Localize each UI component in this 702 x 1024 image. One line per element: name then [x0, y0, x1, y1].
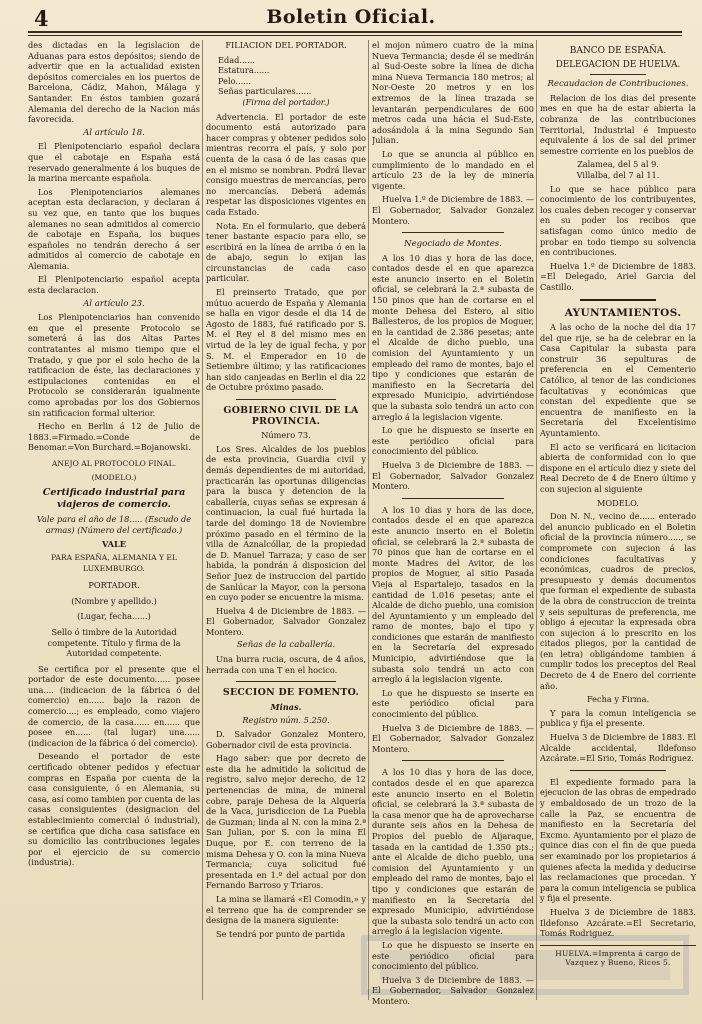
article-heading: Al artículo 23.: [83, 298, 145, 309]
form-field: Pelo......: [218, 75, 252, 86]
column-divider: [536, 40, 537, 1000]
paragraph: Los Plenipotenciarios alemanes aceptan esta declaracion, y declaran á su vez que, en tanto que los buques alemanes no sean admitidos al comercio de cabotaje en España, los buques españoles no tendrán derecho á ser admitidos al comercio de cabotaje en Alemania.: [28, 186, 200, 271]
paragraph: A los 10 dias y hora de las doce, contados desde el en que aparezca este anuncio inserto en el Boletin oficial, se celebrará la 2.ª subasta de 150 pinos que han de cortarse en el monte Dehesa del Estero, al sitio Ballesteros, de los propios de Moguer, en la cantidad de 2.386 pesetas; ante el Alcalde de dicho pueblo, una comision del Ayuntamiento y un empleado del ramo de montes, bajo el tipo y condiciones que estarán de manifiesto en la Secretaría del expresado Municipio, advirtiéndose que la subasta solo tendrá un acto con arreglo á la legislacion vigente.: [372, 252, 534, 422]
paragraph: Y para la comun inteligencia se publica y fija el presente.: [540, 707, 696, 729]
paragraph: A las ocho de la noche del dia 17 del que rije, se ha de celebrar en la Casa Capitular la subasta para construir 36 sepulturas de preferencia en el Cementerio Católico, al tenor de las condiciones facultativas y económicas que constan del expediente que se encuentra de manifiesto en la Secretaría del Excelentísimo Ayuntamiento.: [540, 322, 696, 438]
column-2: [206, 40, 366, 1012]
paragraph: Se certifica por el presente que el portador de este documento...... posee una.... (indicacion de la fábrica ó del comercio) en...... bajo la razon de comercio....; es empleado, como viajero de comercio, de la casa...... en...... que posee en...... (tal lugar) una...... (indicacion de la fábrica ó del comercio).: [28, 663, 200, 748]
paragraph: El Plenipotenciario español acepta esta declaracion.: [28, 274, 200, 296]
separator: [236, 399, 336, 400]
paragraph: Lo que se hace público para conocimiento de los contribuyentes, los cuales deben recoger y conservar en su poder los recibos que satisfagan como único medio de probar en todo tiempo su solvencia en contribuciones.: [540, 183, 696, 258]
separator: [590, 74, 646, 75]
paragraph: Don N. N., vecino de...... enterado del anuncio publicado en el Boletin oficial de la provincia número....., se compromete con sujecion á las condiciones facultativas y económicas, cuadros de precios, presupuesto y demás documentos que forman el expediente de subasta de la obra de construccion de treinta y seis sepulturas de preferencia, me obligo á ejecutar la expresada obra con sujecion á lo prescrito en los citados pliegos, por la cantidad de (en letra) obligándome tambien á cumplir todos los preceptos del Real Decreto de 4 de Enero del corriente año.: [540, 511, 696, 691]
page-title: Boletin Oficial.: [266, 6, 436, 28]
header-rule: [28, 31, 682, 33]
paragraph: Hago saber: que por decreto de este dia he admitido la solicitud de registro, salvo mejor derecho, de 12 pertenencias de mina, de mineral cobre, paraje Dehesa de la Alquería de la Vaca, jurisdiccion de La Puebla de Guzman; linda al N. con la mina 2.ª San Julian, por S. con la mina El Duque, por E. con terreno de la misma Dehesa y O. con la mina Nueva Termancia; cuya solicitud fué presentada en 1.º del actual por don Fernando Barroso y Triaros.: [206, 753, 366, 891]
paragraph: Hecho en Berlin á 12 de Julio de 1883.=Firmado.=Conde de Benomar.=Von Burchard.=Bojanowski.: [28, 421, 200, 453]
schedule-line: Zalamea, del 5 al 9.: [577, 159, 659, 170]
date-signature-line: Fecha y Firma.: [586, 694, 650, 705]
filiacion-heading: FILIACION DEL PORTADOR.: [225, 40, 347, 50]
schedule-line: Villalba, del 7 al 11.: [576, 169, 660, 180]
paragraph: Los Plenipotenciarios han convenido en que el presente Protocolo se someterá á las dos Altas Partes contratantes al mismo tiempo que el Tratado, y que por el solo hecho de la ratificacion de éste, las declaraciones y estipulaciones contenidas en el Protocolo se considerarán igualmente como aprobadas por los dos Gobiernos sin ratificacion formal ulterior.: [28, 312, 200, 418]
registry-label: Registro núm. 5.250.: [242, 715, 330, 726]
paragraph: el mojon número cuatro de la mina Nueva Termancia; desde él se medirán al Sud-Oeste sobre la línea de dicha mina Nueva Termancia 180 metros; al Nor-Oeste 20 metros y en los extremos de la línea trazada se levantarán perpendiculares de 600 metros cada una hácia el Sud-Este, adosándola á la mina Segundo San Julian.: [372, 40, 534, 146]
portador-heading: PORTADOR.: [88, 580, 140, 591]
model-label: (MODELO.): [91, 472, 137, 482]
paragraph: Lo que se anuncia al público en cumplimiento de lo mandado en el artículo 23 de la ley de minería vigente.: [372, 148, 534, 191]
printer-imprint: HUELVA.=Imprenta á cargo de Vazquez y Bueno, Ricos 5.: [540, 945, 696, 968]
paragraph: Deseando el portador de este certificado obtener pedidos y efectuar compras en España por cuenta de la casa consiguiente, ó en Alemania, su casa, así como tambien por cuenta de las casas consiguientes (designacion del establecimiento comercial ó industrial), se certifica que dicha casa satisface en su domicilio las contribuciones legales por el ejercicio de su comercio (industria).: [28, 751, 200, 868]
paragraph: Huelva 4 de Diciembre de 1883. —El Gobernador, Salvador Gonzalez Montero.: [206, 605, 366, 637]
paragraph: des dictadas en la legislacion de Aduanas para estos depósitos; siendo de advertir que en la actualidad existen depósitos comerciales en los puertos de Barcelona, Cádiz, Mahon, Málaga y Santander. En éstos tambien gozará Alemania del derecho de la Nacion más favorecida.: [28, 40, 200, 125]
paragraph: Huelva 1.º de Diciembre de 1883. —El Gobernador, Salvador Gonzalez Montero.: [372, 194, 534, 226]
section-heading: GOBIERNO CIVIL DE LA PROVINCIA.: [223, 405, 359, 427]
header-rule-thin: [28, 35, 682, 36]
separator: [580, 299, 656, 301]
paragraph: Lo que he dispuesto se inserte en este periódico oficial para conocimiento del público.: [372, 687, 534, 720]
paragraph: Huelva 3 de Diciembre de 1883. —El Gobernador, Salvador Gonzalez Montero.: [372, 722, 534, 754]
paragraph: Relacion de los dias del presente mes en que ha de estar abierta la cobranza de las contribuciones Territorial, Industrial é Impuesto equivalente á los de sal del primer semestre corriente en los pueblos de: [540, 92, 696, 156]
paragraph: Lo que he dispuesto se inserte en este periódico oficial para conocimiento del público.: [372, 425, 534, 457]
annex-heading: ANEJO AL PROTOCOLO FINAL.: [51, 458, 177, 468]
paragraph: Advertencia. El portador de este documento está autorizado para hacer compras y obtener pedidos solo mientras recorra el país, y solo por cuenta de la casa ó de las casas que en el mismo se nombran. Podrá llevar consigo muestras de mercancías, pero no mercancías. Deberá además respetar las disposiciones vigentes en cada Estado.: [206, 111, 366, 217]
paragraph: Huelva 3 de Diciembre de 1883. —El Gobernador, Salvador Gonzalez Montero.: [372, 974, 534, 1006]
paragraph: El acto se verificará en licitacion abierta de conformidad con lo que dispone en el artículo diez y siete del Real Decreto de 4 de Enero último y con sujecion al siguiente: [540, 441, 696, 494]
paragraph: Huelva 3 de Diciembre de 1883. Ildefonso Azcárate.=El Secretario, Tomás Rodriguez.: [540, 906, 696, 939]
column-4: [540, 40, 696, 1012]
column-divider: [368, 40, 369, 1000]
paragraph: Una burra rucia, oscura, de 4 años, herrada con una T en el hocico.: [206, 654, 366, 675]
paragraph: A los 10 dias y hora de las doce, contados desde el en que aparezca este anuncio inserto en el Boletin oficial, se celebrará la 2.ª subasta de 70 pinos que han de cortarse en el monte Madres del Avitor, de los propios de Moguer, al sitio Pasada Vieja al Espartalejo, tasados en la cantidad de 1.016 pesetas; ante el Alcalde de dicho pueblo, una comision del Ayuntamiento y un empleado del ramo de montes, bajo el tipo y condiciones que estarán de manifiesto en la Secretaría del expresado Municipio, advirtiéndose que la subasta solo tendrá un acto con arreglo á la legislacion vigente.: [372, 504, 534, 685]
paragraph: Huelva 1.º de Diciembre de 1883. =El Delegado, Ariel Garcia del Castillo.: [540, 260, 696, 292]
separator: [236, 681, 336, 682]
form-field: Estatura......: [218, 65, 270, 76]
delegation-heading: DELEGACION DE HUELVA.: [555, 59, 681, 70]
column-1: [28, 40, 200, 1012]
number-label: Número 73.: [261, 430, 311, 441]
paragraph: Huelva 3 de Diciembre de 1883. —El Gobernador, Salvador Gonzalez Montero.: [372, 459, 534, 492]
paragraph: Huelva 3 de Diciembre de 1883. El Alcalde accidental, Ildefonso Azcárate.=El Srio, Tomás Rodriguez.: [540, 732, 696, 764]
subheading: Negociado de Montes.: [404, 239, 502, 250]
paragraph: Se tendrá por punto de partida: [216, 928, 346, 939]
place-date-field: (Lugar, fecha......): [77, 611, 151, 622]
paragraph: El preinserto Tratado, que por mútuo acuerdo de España y Alemania se halla en vigor desde el dia 14 de Agosto de 1883, fué ratificado por S. M. el Rey el 8 del mismo mes en virtud de la ley de igual fecha, y por S. M. el Emperador en 10 de Setiembre último; y las ratificaciones han sido canjeadas en Berlin el dia 22 de Octubre próximo pasado.: [206, 287, 366, 393]
separator: [402, 498, 504, 499]
certificate-title: Certificado industrial para viajeros de comercio.: [42, 487, 186, 510]
bank-heading: BANCO DE ESPAÑA.: [569, 46, 667, 56]
seal-signature-line: Sello ó timbre de la Autoridad competente. Título y firma de la Autoridad competente.: [47, 626, 181, 659]
model-heading: MODELO.: [597, 497, 639, 508]
certificate-vale-line: Vale para el año de 18..... (Escudo de armas) (Número del certificado.): [36, 514, 192, 535]
page-header: [0, 0, 702, 34]
subheading: Recaudacion de Contribuciones.: [547, 79, 689, 90]
signature-note: (Firma del portador.): [242, 96, 330, 107]
countries-line: PARA ESPAÑA, ALEMANIA Y EL LUXEMBURGO.: [51, 552, 177, 573]
paragraph: Lo que he dispuesto se inserte en este periódico oficial para conocimiento del público.: [372, 939, 534, 972]
separator: [402, 760, 504, 761]
subheading: Señas de la caballería.: [236, 640, 336, 651]
separator: [570, 770, 666, 771]
column-divider: [202, 40, 203, 1000]
section-heading: AYUNTAMIENTOS.: [564, 307, 682, 320]
column-3: [372, 40, 534, 1012]
name-field: (Nombre y apellido.): [71, 595, 157, 606]
subheading: Minas.: [270, 701, 302, 712]
form-field: Edad......: [218, 54, 255, 65]
paragraph: La mina se llamará «El Comodin,» y el terreno que ha de comprender se designa de la manera siguiente:: [206, 893, 366, 926]
article-heading: Al artículo 18.: [83, 127, 145, 138]
vale-heading: VALE: [101, 539, 127, 550]
separator: [402, 232, 504, 233]
paragraph: El Plenipotenciario español declara que el cabotaje en España está reservado generalmente á los buques de la marina mercante española.: [28, 141, 200, 184]
form-field: Señas particulares......: [218, 86, 312, 97]
paragraph: D. Salvador Gonzalez Montero, Gobernador civil de esta provincia.: [206, 729, 366, 750]
section-heading: SECCION DE FOMENTO.: [222, 687, 360, 699]
paragraph: Nota. En el formulario, que deberá tener bastante espacio para ello, se escribirá en la línea de arriba ó en la de abajo, segun lo exijan las circunstancias de cada caso particular.: [206, 220, 366, 284]
page-number: 4: [34, 6, 49, 31]
paragraph: Los Sres. Alcaldes de los pueblos de esta provincia, Guardia civil y demás dependientes de mi autoridad, practicarán las oportunas diligencias para la busca y detencion de la caballería, cuyas señas se expresan á continuacion, la cual fué hurtada la tarde del domingo 18 de Noviembre próximo pasado en el término de la villa de Aznalcóllar, de la propiedad de D. Manuel Tarraza; y caso de ser habida, la pondrán á disposicion del Señor Juez de instruccion del partido de Sanlúcar la Mayor, con la persona en cuyo poder se encuentre la misma.: [206, 443, 366, 603]
paragraph: El expediente formado para la ejecucion de las obras de empedrado y embaldosado de un trozo de la calle la Paz, se encuentra de manifiesto en la Secretaría del Excmo. Ayuntamiento por el plazo de quince dias con el fin de que pueda ser examinado por los propietarios á quienes afecta la medida y deducirse las reclamaciones que procedan. Y para la comun inteligencia se publica y fija el presente.: [540, 776, 696, 904]
paragraph: A los 10 dias y hora de las doce, contados desde el en que aparezca este anuncio inserto en el Boletin oficial, se celebrará la 3.ª subasta de la casa menor que ha de aprovecharse durante seis años en la Dehesa de Propios del pueblo de Aljaraque, tasada en la cantidad de 1.350 pts.; ante el Alcalde de dicho pueblo, una comision del Ayuntamiento y un empleado del ramo de montes, bajo el tipo y condiciones que estarán de manifiesto en la Secretaría del expresado Municipio, advirtiéndose que la subasta solo tendrá un acto con arreglo á la legislacion vigente.: [372, 767, 534, 937]
